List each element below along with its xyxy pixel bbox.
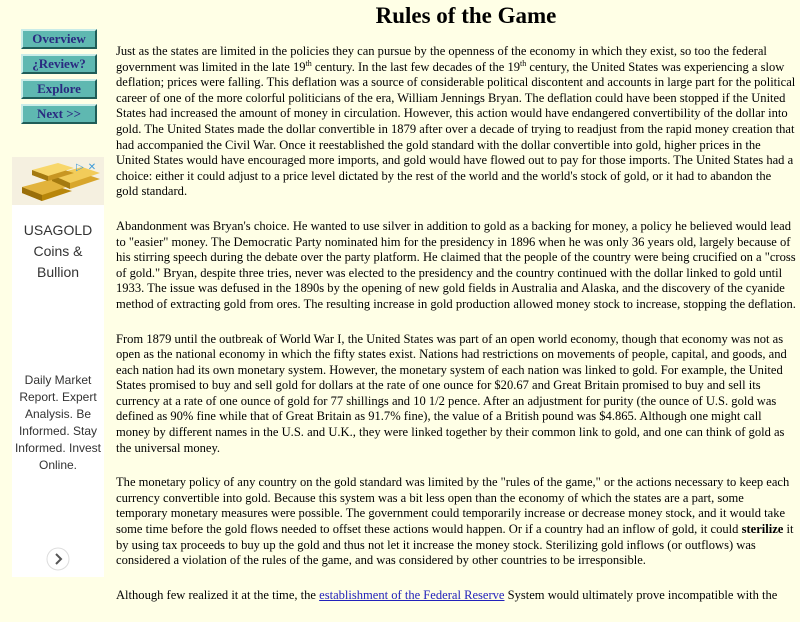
ad-controls — [76, 157, 104, 173]
overview-button[interactable]: Overview — [21, 29, 97, 49]
info-icon[interactable]: ▷ — [76, 162, 84, 173]
federal-reserve-link[interactable]: establishment of the Federal Reserve — [319, 587, 505, 602]
text-run: century. In the last few decades of the 19 — [311, 59, 521, 74]
text-run: Although few realized it at the time, the — [116, 587, 320, 602]
review-button[interactable]: ¿Review? — [21, 54, 97, 74]
ad-title-line: USAGOLD — [23, 222, 93, 238]
superscript: th — [305, 58, 312, 68]
explore-button[interactable]: Explore — [21, 79, 97, 99]
article — [116, 0, 796, 622]
text-run: The monetary policy of any country on the gold standard was limited by the "rules of the game," or the actions necessary to keep each currency convertible into gold. Because this system was a bit less open than the economy of which the states are a part, some temporary monetary measures were possible. The government could temporarily increase or decrease money stock, and it would take some time before the gold flows needed to offset these actions would happen. Or if a country had an inflow of gold, it could — [116, 475, 790, 537]
next-button[interactable]: Next >> — [21, 104, 97, 124]
bold-term: sterilize — [741, 522, 784, 537]
text-run: Just as the states are limited in the policies they can pursue by the openness of the economy in which they exist, so too the federal government was limited in the late 19 — [116, 44, 767, 74]
paragraph: From 1879 until the outbreak of World War I, the United States was part of an open world economy, though that economy was not as open as the national economy in which the fifty states exist. Nations had restrictions on movements of people, capital, and goods, and each nation had its own monetary system. However, the monetary system of each nation was linked to gold. For example, the United States promised to buy and sell gold for dollars at the rate of one ounce for $20.67 and Great Britain promised to buy and sell its currency at a rate of one ounce of gold for 77 shillings and 10 1/2 pence. After an adjustment for purity (the ounce of U.S. gold was defined as 90% fine while that of Great Britain as 91.7% fine), the value of a British pound was $4.865. Although one might call money by different names in the U.S. and U.K., they were linked together by their common link to gold, and one can think of gold as the universal money. — [116, 331, 787, 455]
paragraph — [116, 588, 796, 604]
superscript: th — [520, 58, 527, 68]
paragraph — [116, 475, 796, 569]
text-run: century, the United States was experiencing a slow deflation; prices were falling. This deflation was a source of considerable political discontent and accounts in large part for the political career of one of the more colorful politicians of the era, William Jennings Bryan. The deflation could have been stopped if the United States had increased the amount of money in circulation. However, this action would have endangered convertibility of the dollar into gold. The United States made the dollar convertible in 1879 after over a decade of trying to readjust from the rapid money creation that had accompanied the Civil War. Once it reestablished the gold standard with the dollar convertible into gold, higher prices in the United States would have encouraged more imports, and gold would have flowed out to pay for those imports. The United States had a choice: either it could adjust to a price level dictated by the rest of the world and the world's stock of gold, or it had to abandon the gold standard. — [116, 59, 796, 199]
chevron-right-icon[interactable] — [46, 547, 70, 571]
paragraph — [116, 44, 796, 200]
ad-title-line: Bullion — [36, 264, 80, 280]
ad-title[interactable] — [12, 220, 104, 283]
close-icon[interactable]: ✕ — [87, 162, 97, 173]
page-title: Rules of the Game — [375, 3, 557, 28]
advertisement[interactable] — [12, 157, 104, 577]
text-run: System would ultimately prove incompatible with the — [504, 587, 778, 602]
ad-description[interactable]: Daily Market Report. Expert Analysis. Be Informed. Stay Informed. Invest Online. — [14, 373, 102, 472]
paragraph: Abandonment was Bryan's choice. He wanted to use silver in addition to gold as a backing for money, a policy he believed would lead to "easier" money. The Democratic Party nominated him for the presidency in 1896 when he was only 36 years old, largely because of his stirring speech during the debate over the party platform. He claimed that the people of the country were being crucified on a "cross of gold." Bryan, despite three tries, never was elected to the presidency and the country continued with the dollar linked to gold until 1933. The issue was defused in the 1890s by the opening of new gold fields in Australia and Alaska, and the discovery of the cyanide method of extracting gold from ores. The resulting increase in gold production allowed money stock to increase, stopping the deflation. — [116, 218, 796, 311]
text-run: it by using tax proceeds to buy up the gold and thus not let it increase the money stock. Sterilizing gold inflows (or outflows) was considered a violation of the rules of the game, and was considered by other countries to be irresponsible. — [116, 522, 794, 568]
ad-title-line: Coins & — [33, 243, 83, 259]
sidebar — [0, 0, 108, 593]
